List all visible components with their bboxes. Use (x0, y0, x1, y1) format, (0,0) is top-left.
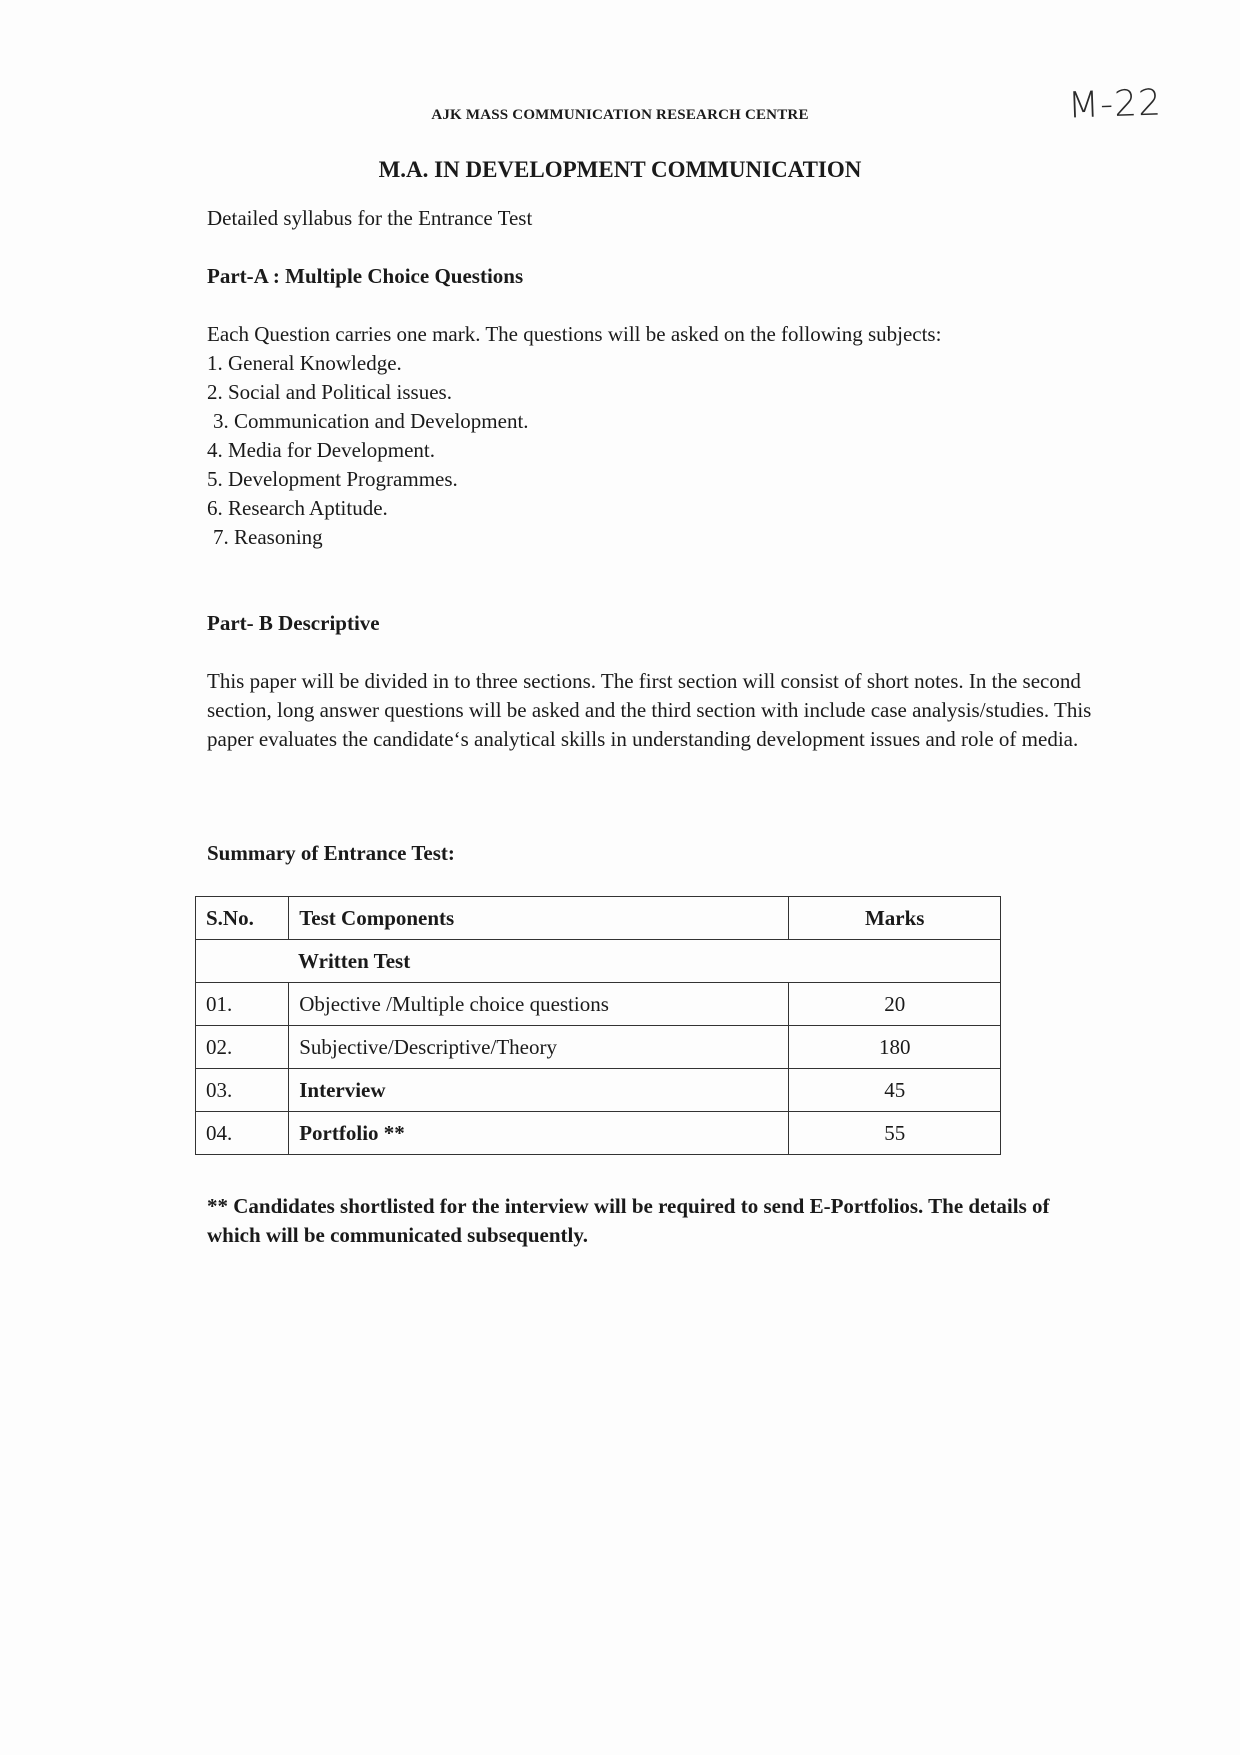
table-row (196, 1069, 1001, 1112)
cell-sno: 02. (196, 1026, 289, 1069)
table-group-row (196, 940, 1001, 983)
part-b-description: This paper will be divided in to three sections. The first section will consist of short notes. In the second section, long answer questions will be asked and the third section with include case analysis/studies. This paper evaluates the candidate‘s analytical skills in understanding development issues and role of media. (207, 669, 1092, 751)
group-label-written-test: Written Test (196, 940, 1001, 983)
part-b-heading: Part- B Descriptive (207, 611, 380, 635)
table-header-row (196, 897, 1001, 940)
cell-component: Portfolio ** (289, 1112, 789, 1155)
cell-sno: 01. (196, 983, 289, 1026)
table-row (196, 983, 1001, 1026)
subject-item: 3. Communication and Development. (213, 409, 529, 433)
summary-heading: Summary of Entrance Test: (207, 841, 455, 865)
intro-text: Detailed syllabus for the Entrance Test (207, 206, 533, 230)
table-row (196, 1026, 1001, 1069)
cell-marks: 55 (789, 1112, 1001, 1155)
summary-table (195, 896, 1001, 1155)
subject-item: 5. Development Programmes. (207, 467, 458, 491)
column-header-marks: Marks (789, 897, 1001, 940)
part-a-section (207, 320, 1107, 552)
subject-item: 4. Media for Development. (207, 438, 436, 462)
cell-component: Subjective/Descriptive/Theory (289, 1026, 789, 1069)
part-a-heading: Part-A : Multiple Choice Questions (207, 264, 524, 288)
institution-name: AJK MASS COMMUNICATION RESEARCH CENTRE (431, 107, 809, 123)
subject-list (207, 349, 1107, 552)
subject-item: 6. Research Aptitude. (207, 496, 388, 520)
cell-marks: 180 (789, 1026, 1001, 1069)
footnote: ** Candidates shortlisted for the interview will be required to send E-Portfolios. The details of which will be communicated subsequently. (207, 1194, 1050, 1247)
cell-sno: 04. (196, 1112, 289, 1155)
table-row (196, 1112, 1001, 1155)
programme-title: M.A. IN DEVELOPMENT COMMUNICATION (378, 157, 862, 182)
cell-marks: 45 (789, 1069, 1001, 1112)
cell-marks: 20 (789, 983, 1001, 1026)
column-header-sno: S.No. (196, 897, 289, 940)
cell-sno: 03. (196, 1069, 289, 1112)
subject-item: 1. General Knowledge. (207, 351, 402, 375)
column-header-components: Test Components (289, 897, 789, 940)
cell-component: Objective /Multiple choice questions (289, 983, 789, 1026)
cell-component: Interview (289, 1069, 789, 1112)
subject-item: 7. Reasoning (213, 525, 323, 549)
part-a-description: Each Question carries one mark. The questions will be asked on the following subjects: (207, 322, 942, 346)
handwritten-page-code: M-22 (1067, 82, 1163, 127)
subject-item: 2. Social and Political issues. (207, 380, 452, 404)
